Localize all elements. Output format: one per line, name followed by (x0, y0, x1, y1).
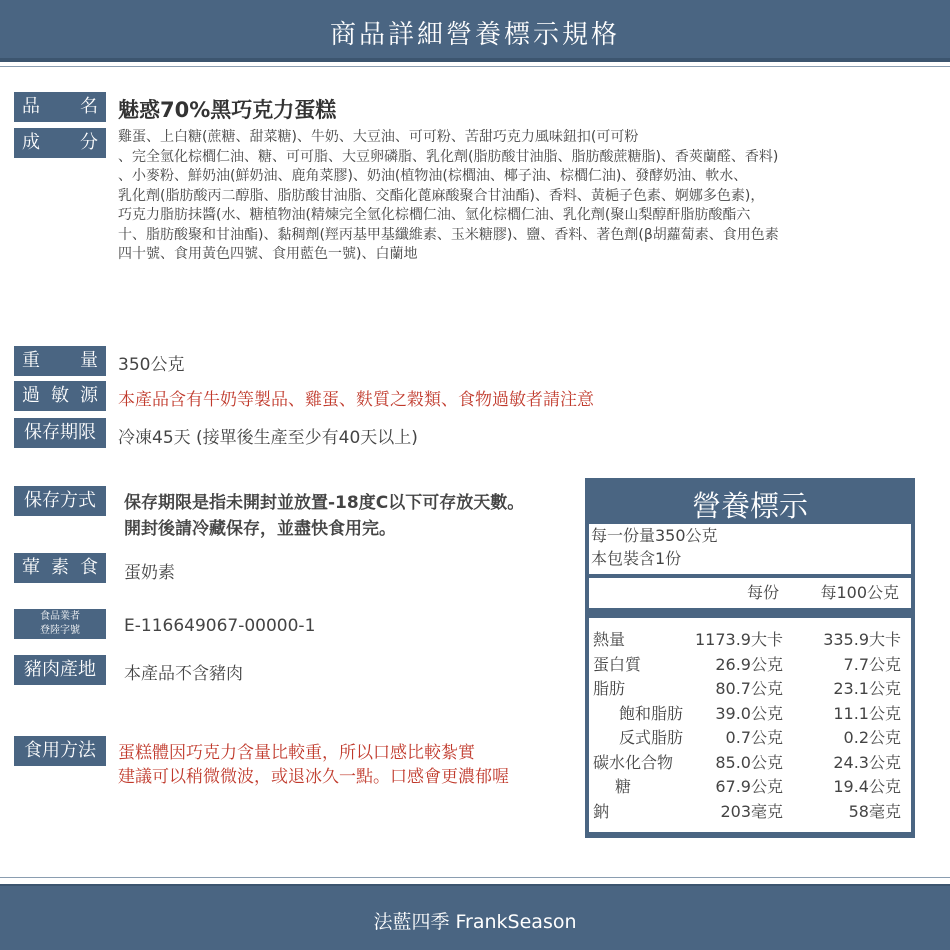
shelf-life-value: 冷凍45天 (接單後生產至少有40天以上) (118, 428, 418, 448)
nutrition-row (589, 775, 911, 800)
registration-label-line-1: 食品業者 (40, 611, 80, 622)
usage-line-2: 建議可以稍微微波，或退冰久一點。口感會更濃郁喔 (118, 767, 509, 787)
divider (0, 66, 950, 67)
servings-per-package: 本包裝含1份 (591, 549, 682, 568)
nutrition-row (589, 702, 911, 727)
nutrition-row (589, 628, 911, 653)
ingredients-line: 十、脂肪酸聚和甘油酯)、黏稠劑(羥丙基甲基纖維素、玉米糖膠)、鹽、香料、著色劑(β胡蘿蔔素、食用色素 (118, 226, 779, 243)
nutrient-name: 蛋白質 (593, 654, 642, 674)
nutrition-row (589, 677, 911, 702)
nutrient-per-serving: 85.0公克 (715, 752, 783, 772)
storage-line-2: 開封後請冷藏保存，並盡快食用完。 (124, 519, 396, 539)
nutrient-name: 熱量 (593, 630, 626, 649)
nutrient-per-serving: 1173.9大卡 (695, 630, 783, 649)
ingredients-line: 巧克力脂肪抹醬(水、糖植物油(精煉完全氫化棕櫚仁油、氫化棕櫚仁油、乳化劑(聚山梨醇酐脂肪酸酯六 (118, 207, 751, 223)
nutrient-per-serving: 67.9公克 (715, 777, 783, 796)
ingredients-label: 成 分 (14, 128, 106, 158)
nutrient-per-serving: 203毫克 (720, 801, 783, 821)
col-per-100g: 每100公克 (820, 583, 899, 602)
nutrition-panel (585, 478, 915, 838)
pork-origin-value: 本產品不含豬肉 (124, 664, 243, 684)
divider (0, 877, 950, 878)
nutrient-per-100g: 7.7公克 (843, 654, 901, 674)
nutrient-per-serving: 0.7公克 (725, 728, 783, 747)
nutrition-rows (589, 618, 911, 832)
name-label: 品 名 (14, 92, 106, 122)
diet-label: 葷素食 (14, 553, 106, 583)
nutrition-row (589, 653, 911, 678)
nutrient-per-100g: 23.1公克 (833, 679, 901, 698)
nutrient-per-100g: 24.3公克 (833, 752, 901, 772)
nutrition-column-headers (589, 578, 911, 608)
nutrient-name: 碳水化合物 (593, 752, 674, 772)
nutrient-name: 糖 (615, 777, 632, 796)
usage-line-1: 蛋糕體因巧克力含量比較重，所以口感比較紮實 (118, 743, 475, 763)
brand-footer: 法藍四季 FrankSeason (373, 911, 577, 933)
nutrition-row (589, 800, 911, 825)
nutrition-row (589, 751, 911, 776)
nutrient-per-100g: 58毫克 (848, 801, 901, 821)
registration-value: E-116649067-00000-1 (124, 616, 316, 636)
ingredients-line: 、小麥粉、鮮奶油(鮮奶油、鹿角菜膠)、奶油(植物油(棕櫚油、椰子油、棕櫚仁油)、發酵奶油、軟水、 (118, 168, 748, 184)
registration-label (14, 609, 106, 639)
nutrient-per-100g: 0.2公克 (843, 728, 901, 747)
footer-bar (0, 884, 950, 950)
nutrient-per-serving: 26.9公克 (715, 654, 783, 674)
weight-value: 350公克 (118, 355, 185, 375)
serving-info (589, 524, 911, 574)
pork-origin-label: 豬肉產地 (14, 655, 106, 685)
allergen-value: 本產品含有牛奶等製品、雞蛋、麩質之穀類、食物過敏者請注意 (118, 390, 594, 410)
allergen-label: 過敏源 (14, 381, 106, 411)
diet-value: 蛋奶素 (124, 563, 175, 583)
nutrient-name: 飽和脂肪 (619, 703, 684, 723)
header-bar (0, 0, 950, 62)
serving-size: 每一份量350公克 (591, 526, 718, 545)
ingredients-line: 乳化劑(脂肪酸丙二醇脂、脂肪酸甘油脂、交酯化蓖麻酸聚合甘油酯)、香料、黃梔子色素、婀娜多色素)， (118, 187, 765, 204)
storage-line-1: 保存期限是指未開封並放置-18度C以下可存放天數。 (124, 493, 525, 513)
page-title: 商品詳細營養標示規格 (329, 20, 620, 50)
ingredients-line: 雞蛋、上白糖(蔗糖、甜菜糖)、牛奶、大豆油、可可粉、苦甜巧克力風味鈕扣(可可粉 (118, 129, 639, 145)
nutrition-title: 營養標示 (691, 489, 808, 523)
nutrient-per-serving: 39.0公克 (715, 703, 783, 723)
shelf-life-label: 保存期限 (14, 418, 106, 448)
col-per-serving: 每份 (746, 583, 779, 602)
nutrient-name: 鈉 (593, 801, 610, 821)
nutrient-per-100g: 19.4公克 (833, 777, 901, 796)
weight-label: 重 量 (14, 346, 106, 376)
nutrient-per-100g: 11.1公克 (833, 703, 901, 723)
registration-label-line-2: 登陸字號 (40, 625, 80, 636)
nutrient-name: 脂肪 (593, 679, 626, 698)
ingredients-line: 、完全氫化棕櫚仁油、糖、可可脂、大豆卵磷脂、乳化劑(脂肪酸甘油脂、脂肪酸蔗糖脂)、香莢蘭醛、香料) (118, 148, 779, 165)
usage-label: 食用方法 (14, 736, 106, 766)
ingredients-text (118, 128, 918, 265)
ingredients-line: 四十號、食用黃色四號、食用藍色一號)、白蘭地 (118, 246, 418, 262)
storage-label: 保存方式 (14, 486, 106, 516)
nutrient-per-serving: 80.7公克 (715, 679, 783, 698)
product-name: 魅惑70%黑巧克力蛋糕 (118, 98, 337, 122)
nutrient-name: 反式脂肪 (619, 728, 684, 747)
nutrient-per-100g: 335.9大卡 (823, 630, 901, 649)
nutrition-row (589, 726, 911, 751)
